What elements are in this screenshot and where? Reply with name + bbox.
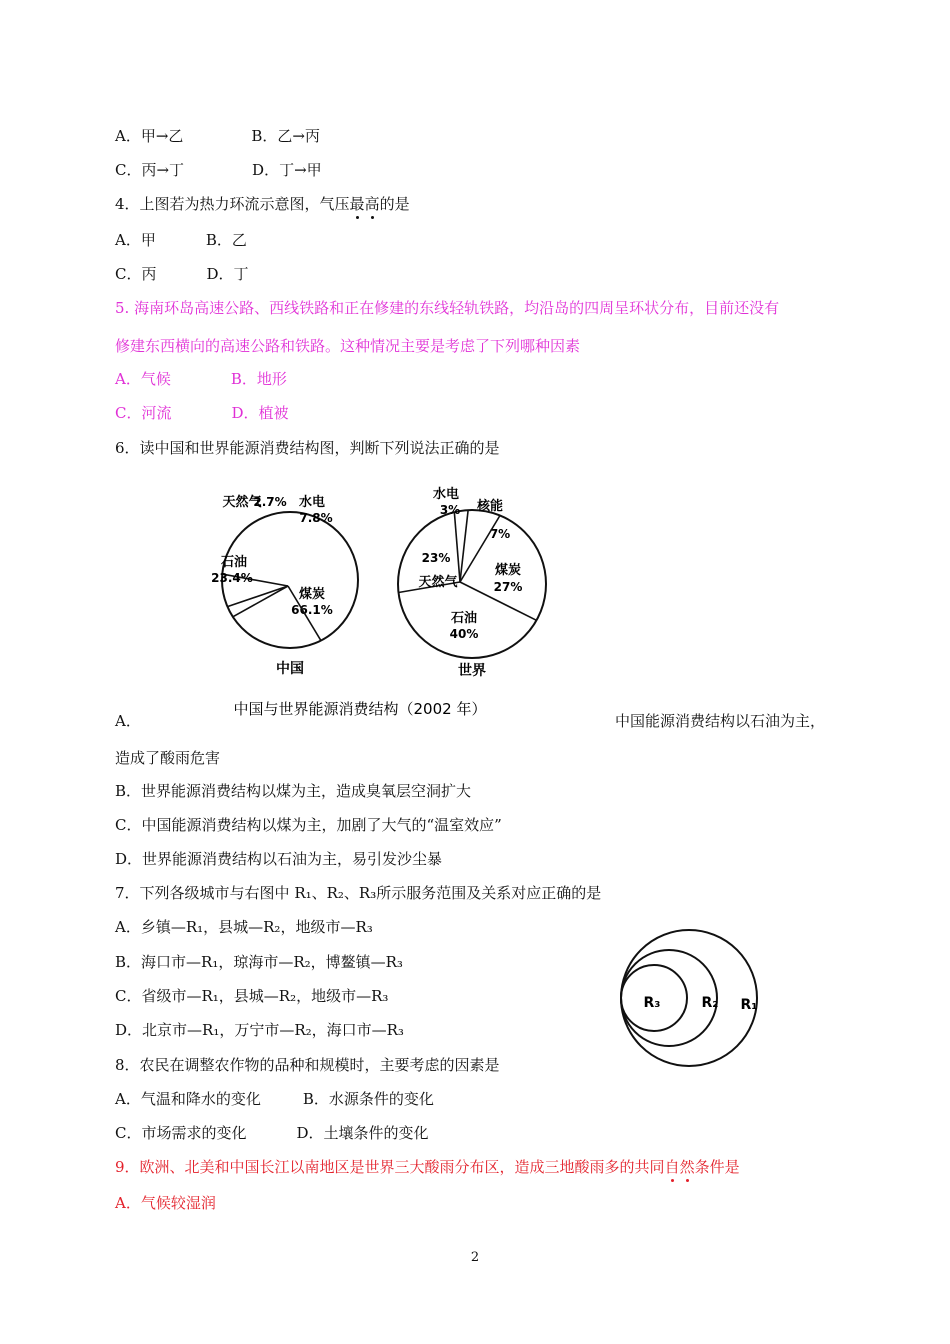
q5-option-c: C．河流 [115,404,172,422]
q6-option-a-continued: 造成了酸雨危害 [115,749,221,767]
q4-emphasis-2: 高 [364,195,380,213]
q9-stem [115,1157,740,1177]
pie-slice-value: 66.1% [291,603,333,617]
q4-option-c: C．丙 [115,265,157,283]
q3-option-d: D．丁→甲 [252,161,322,179]
pie-slice-label: 水电 [432,487,460,502]
q3-option-a: A．甲→乙 [115,127,184,145]
q8-option-c: C．市场需求的变化 [115,1124,247,1142]
page-number: 2 [470,1250,480,1265]
q7-option-b: B．海口市—R₁，琼海市—R₂，博鳌镇—R₃ [115,953,403,971]
q8-option-b: B．水源条件的变化 [302,1090,434,1108]
q7-option-d: D．北京市—R₁，万宁市—R₂，海口市—R₃ [115,1021,404,1039]
q4-option-b: B．乙 [205,231,247,249]
pie-slice-value: 23.4% [211,571,253,585]
q5-options-row-1 [115,369,287,389]
service-range-circles-figure [612,928,772,1068]
q8-option-d: D．土壤条件的变化 [296,1124,429,1142]
pie-slice-value: 7.8% [299,511,333,525]
pie-chart-name: 世界 [458,663,486,679]
q3-options-row-1 [115,126,320,146]
q4-stem [115,194,410,214]
pie-slice-value: 3% [439,503,461,517]
q6-option-b: B．世界能源消费结构以煤为主，造成臭氧层空洞扩大 [115,782,472,800]
pie-slice-label: 石油 [450,611,478,626]
label-r3: R₃ [643,995,661,1011]
q6-stem: 6．读中国和世界能源消费结构图，判断下列说法正确的是 [115,439,500,457]
q8-stem: 8．农民在调整农作物的品种和规模时，主要考虑的因素是 [115,1056,500,1074]
pie-slice-boundary [454,512,460,582]
q3-option-c: C．丙→丁 [115,161,185,179]
pie-slice-label: 煤炭 [494,563,522,578]
pie-slice-label: 天然气 [222,495,262,510]
pie-slice-label: 煤炭 [298,587,326,602]
pie-slice-label: 石油 [220,555,248,570]
q6-option-a-text: 中国能源消费结构以石油为主， [615,712,826,730]
q9-stem-text: 9．欧洲、北美和中国长江以南地区是世界三大酸雨分布区，造成三地酸雨多的共同 [115,1158,665,1176]
pie-slice-label: 核能 [476,499,504,514]
q6-option-c: C．中国能源消费结构以煤为主，加剧了大气的“温室效应” [115,816,502,834]
q7-option-a: A．乡镇—R₁，县城—R₂，地级市—R₃ [115,918,373,936]
pie-slice-value: 2.7% [253,495,287,509]
q4-stem-end: 的是 [379,195,410,213]
q9-stem-end: 条件是 [694,1158,740,1176]
q9-emphasis-2: 然 [679,1158,695,1176]
q5-stem-line-2: 修建东西横向的高速公路和铁路。这种情况主要是考虑了下列哪种因素 [115,337,581,355]
q6-option-d: D．世界能源消费结构以石油为主，易引发沙尘暴 [115,850,443,868]
q4-options-row-1 [115,230,247,250]
q5-option-b: B．地形 [230,370,287,388]
pie-slice-label: 水电 [298,495,326,510]
label-r1: R₁ [740,997,758,1013]
q7-stem: 7．下列各级城市与右图中 R₁、R₂、R₃所示服务范围及关系对应正确的是 [115,884,602,902]
q4-option-d: D．丁 [206,265,249,283]
energy-pie-charts [200,478,560,728]
q8-option-a: A．气温和降水的变化 [115,1090,261,1108]
q5-stem-line-1: 5. 海南环岛高速公路、西线铁路和正在修建的东线轻轨铁路，均沿岛的四周呈环状分布，目前还没有 [115,299,780,317]
q5-option-a: A．气候 [115,370,171,388]
q9-option-a: A．气候较湿润 [115,1194,216,1212]
q6-option-a-label: A． [115,712,141,730]
pie-slice-value: 7% [489,527,511,541]
q4-option-a: A．甲 [115,231,156,249]
pie-chart-title: 中国与世界能源消费结构（2002 年） [233,700,487,718]
circle-r1 [621,930,757,1066]
q8-options-row-1 [115,1089,434,1109]
q9-emphasis-1: 自 [664,1158,680,1176]
q4-options-row-2 [115,264,249,284]
q5-options-row-2 [115,403,289,423]
q4-emphasis-1: 最 [349,195,365,213]
pie-chart-name: 中国 [276,661,304,677]
q5-option-d: D．植被 [231,404,289,422]
pie-slice-label: 天然气 [418,575,458,590]
q7-option-c: C．省级市—R₁，县城—R₂，地级市—R₃ [115,987,389,1005]
q3-options-row-2 [115,160,322,180]
pie-slice-value: 23% [421,551,451,565]
q3-option-b: B．乙→丙 [251,127,320,145]
q4-stem-text: 4．上图若为热力环流示意图，气压 [115,195,350,213]
pie-slice-value: 27% [493,580,523,594]
q8-options-row-2 [115,1123,429,1143]
pie-slice-value: 40% [449,627,479,641]
label-r2: R₂ [701,995,719,1011]
